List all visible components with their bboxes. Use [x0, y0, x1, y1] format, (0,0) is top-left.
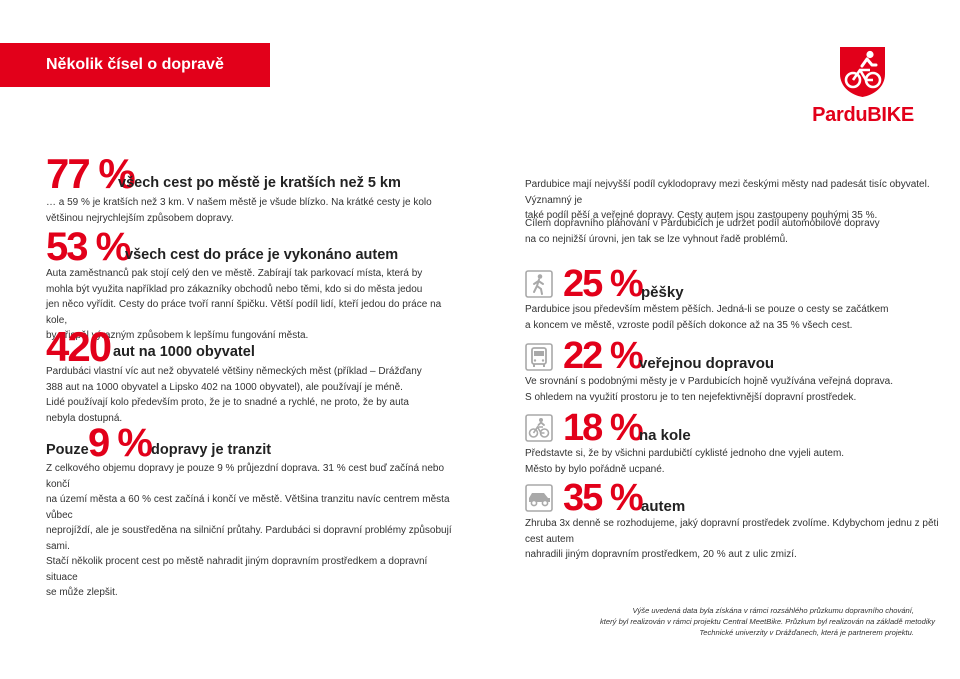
header-banner	[0, 43, 270, 87]
stat-22-label: veřejnou dopravou	[639, 355, 775, 372]
stat-18-label: na kole	[639, 427, 691, 444]
stat-22-number: 22 %	[563, 335, 642, 377]
stat-25-text: Pardubice jsou především městem pěších. Jedná-li se pouze o cesty se začátkem a koncem ve městě, vzroste podíl pěších dokonce až na 35 % všech cest.	[525, 304, 889, 331]
stat-25-number: 25 %	[563, 263, 642, 305]
footnote: Výše uvedená data byla získána v rámci rozsáhlého průzkumu dopravního chování, který byl realizován v rámci projektu Central MeetBike. Průzkum byl realizován na základě metodiky Technické univerzity v Drážďanech, která je partnerem projektu.	[600, 606, 936, 637]
stat-53-headline: všech cest do práce je vykonáno autem	[125, 247, 399, 263]
stat-77-number: 77 %	[46, 150, 134, 197]
pedestrian-icon	[525, 270, 553, 298]
bicycle-icon	[525, 414, 553, 442]
stat-9-number: 9 %	[88, 421, 151, 465]
stat-18-number: 18 %	[563, 407, 642, 449]
stat-420-number: 420	[46, 323, 111, 370]
stat-77-text: … a 59 % je kratších než 3 km. V našem městě je všude blízko. Na krátké cesty je kolo většinou nejrychlejším způsobem dopravy.	[46, 197, 432, 224]
stat-35-text: Zhruba 3x denně se rozhodujeme, jaký dopravní prostředek zvolíme. Kdybychom jednu z pěti cest autem nahradili jiným dopravním prostředkem, 20 % aut z ulic zmizí.	[525, 518, 939, 560]
intro-text-1: Pardubice mají nejvyšší podíl cyklodopravy mezi českými městy nad padesát tisíc obyvatel. Významný je také podíl pěší a veřejné dopravy. Cesty autem jsou zastoupeny pouhými 35 %.	[525, 179, 930, 221]
stat-35-label: autem	[641, 498, 686, 515]
stat-53-number: 53 %	[46, 225, 130, 269]
stat-53-text: Auta zaměstnanců pak stojí celý den ve městě. Zabírají tak parkovací místa, která by mohla být využita například pro zákazníky obchodů nebo těmi, kdo si do města jedou jen něco vyřídit. Cesty do práce tvoří ranní špičku. Větší podíl lidí, kteří jedou do práce na kole, by přispěl výrazným způsobem k lepšímu fungování města.	[46, 268, 442, 341]
stat-18-text: Představte si, že by všichni pardubičtí cyklisté jednoho dne vyjeli autem. Město by bylo pořádně ucpané.	[525, 448, 845, 475]
stat-22-text: Ve srovnání s podobnými městy je v Pardubicích hojně využívána veřejná doprava. S ohledem na využití prostoru je to ten nejefektivnější dopravní prostředek.	[525, 376, 893, 403]
stat-25-label: pěšky	[641, 284, 684, 301]
stat-77-headline: všech cest po městě je kratších než 5 km	[118, 175, 401, 191]
stat-9-headline: dopravy je tranzit	[151, 442, 272, 458]
stat-35-number: 35 %	[563, 477, 642, 519]
pardubike-logo	[808, 44, 918, 128]
car-icon	[525, 484, 553, 512]
bus-icon	[525, 343, 553, 371]
stat-420-text: Pardubáci vlastní víc aut než obyvatelé většiny německých měst (příklad – Drážďany 388 aut na 1000 obyvatel a Lipsko 402 na 1000 obyvatel), ale používají je méně. Lidé používají kolo především proto, že je to snadné a rychlé, ne proto, že by auta nebyla dostupná.	[46, 366, 422, 424]
page-title: Několik čísel o dopravě	[46, 56, 224, 73]
stat-9-text: Z celkového objemu dopravy je pouze 9 % průjezdní doprava. 31 % cest buď začíná nebo končí na území města a 60 % cest začíná i končí ve městě. Většina tranzitu navíc centrem města vůbec neprojíždí, ale je soustředěna na silniční průtahy. Pardubáci si dopravní problémy způsobují sami. Stačí několik procent cest po městě nahradit jiným dopravním prostředkem a dopravní situace se může zlepšit.	[46, 463, 452, 598]
stat-9-prefix: Pouze	[46, 442, 89, 458]
intro-text-2: Cílem dopravního plánování v Pardubicích je udržet podíl automobilové dopravy na co nejnižší úrovni, jen tak se lze vyhnout řadě problémů.	[525, 218, 880, 245]
logo-text: ParduBIKE	[812, 104, 914, 126]
cyclist-shield-icon	[836, 44, 889, 98]
stat-420-headline: aut na 1000 obyvatel	[113, 344, 255, 360]
